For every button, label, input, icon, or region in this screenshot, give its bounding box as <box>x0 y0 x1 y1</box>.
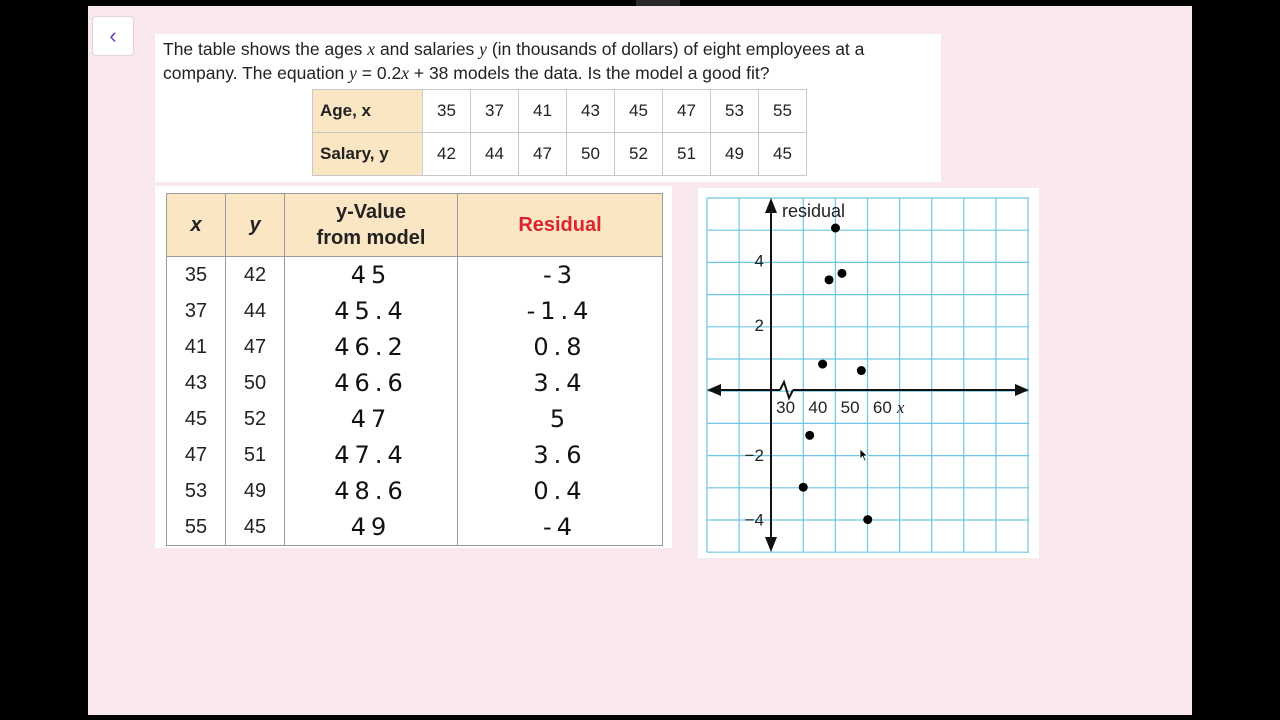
residual-table <box>166 193 663 546</box>
y-cell: 45 <box>226 509 285 546</box>
table-row <box>167 365 663 401</box>
residual-cell: -1.4 <box>458 293 663 329</box>
residual-cell: -4 <box>458 509 663 546</box>
y-cell: 42 <box>226 257 285 294</box>
data-point <box>818 360 827 369</box>
y-cell: 47 <box>226 329 285 365</box>
x-tick-label: 30 <box>776 398 796 417</box>
table-row <box>167 437 663 473</box>
x-cell: 35 <box>167 257 226 294</box>
x-cell: 43 <box>167 365 226 401</box>
data-point <box>863 515 872 524</box>
residual-cell: 3.4 <box>458 365 663 401</box>
y-tick-label: 4 <box>754 251 764 271</box>
table-row <box>167 293 663 329</box>
model-cell: 48.6 <box>285 473 458 509</box>
model-cell: 46.6 <box>285 365 458 401</box>
y-cell: 49 <box>226 473 285 509</box>
salary-cell: 50 <box>567 133 615 176</box>
salary-header: Salary, y <box>313 133 423 176</box>
window-notch <box>636 0 680 6</box>
x-axis-label: x <box>896 398 905 417</box>
salary-cell: 42 <box>423 133 471 176</box>
x-cell: 41 <box>167 329 226 365</box>
y-tick-label: −2 <box>744 445 764 465</box>
residual-panel <box>155 186 672 548</box>
data-point <box>799 483 808 492</box>
data-point <box>837 269 846 278</box>
model-cell: 46.2 <box>285 329 458 365</box>
residual-cell: 0.8 <box>458 329 663 365</box>
model-cell: 45.4 <box>285 293 458 329</box>
residual-cell: 3.6 <box>458 437 663 473</box>
salary-row <box>313 133 807 176</box>
table-row <box>167 509 663 546</box>
x-cell: 55 <box>167 509 226 546</box>
mouse-cursor-icon <box>859 448 869 462</box>
back-button[interactable] <box>92 16 134 56</box>
salary-cell: 52 <box>615 133 663 176</box>
x-tick-label: 50 <box>840 398 860 417</box>
y-axis-arrow <box>765 537 777 552</box>
x-tick-label: 60 <box>872 398 892 417</box>
table-row <box>167 401 663 437</box>
table-row <box>167 473 663 509</box>
y-tick-label: −4 <box>744 510 764 530</box>
y-cell: 51 <box>226 437 285 473</box>
age-cell: 43 <box>567 90 615 133</box>
header-residual: Residual <box>458 194 663 257</box>
table-row <box>167 329 663 365</box>
model-cell: 47 <box>285 401 458 437</box>
residual-plot <box>698 188 1039 558</box>
y-cell: 50 <box>226 365 285 401</box>
age-header: Age, x <box>313 90 423 133</box>
salary-cell: 51 <box>663 133 711 176</box>
age-row <box>313 90 807 133</box>
data-point <box>825 275 834 284</box>
header-x: x <box>167 194 226 257</box>
model-cell: 45 <box>285 257 458 294</box>
model-cell: 49 <box>285 509 458 546</box>
header-model: y-Value from model <box>285 194 458 257</box>
salary-cell: 44 <box>471 133 519 176</box>
problem-panel <box>155 34 941 182</box>
data-point <box>805 431 814 440</box>
x-cell: 47 <box>167 437 226 473</box>
x-axis-arrow <box>1015 384 1029 396</box>
y-cell: 44 <box>226 293 285 329</box>
residual-plot-panel <box>698 188 1039 558</box>
table-row <box>167 257 663 294</box>
residual-cell: 0.4 <box>458 473 663 509</box>
age-cell: 37 <box>471 90 519 133</box>
age-salary-table <box>312 89 807 176</box>
y-axis-label: residual <box>782 201 846 221</box>
age-cell: 41 <box>519 90 567 133</box>
salary-cell: 45 <box>759 133 807 176</box>
chevron-left-icon: ‹ <box>109 23 117 48</box>
residual-cell: 5 <box>458 401 663 437</box>
salary-cell: 47 <box>519 133 567 176</box>
y-cell: 52 <box>226 401 285 437</box>
residual-table-header <box>167 194 663 257</box>
y-axis-arrow <box>765 198 777 213</box>
age-cell: 45 <box>615 90 663 133</box>
residual-cell: -3 <box>458 257 663 294</box>
axis-break <box>780 382 793 398</box>
header-y: y <box>226 194 285 257</box>
x-axis-arrow <box>707 384 721 396</box>
x-tick-label: 40 <box>808 398 828 417</box>
model-cell: 47.4 <box>285 437 458 473</box>
y-tick-label: 2 <box>754 316 764 336</box>
age-cell: 55 <box>759 90 807 133</box>
x-cell: 45 <box>167 401 226 437</box>
salary-cell: 49 <box>711 133 759 176</box>
data-point <box>857 366 866 375</box>
x-cell: 37 <box>167 293 226 329</box>
x-cell: 53 <box>167 473 226 509</box>
age-cell: 53 <box>711 90 759 133</box>
problem-statement: The table shows the ages x and salaries y (in thousands of dollars) of eight employees at a company. The equation y = 0.2x + 38 models the data. Is the model a good fit? <box>163 39 865 83</box>
data-point <box>831 224 840 233</box>
age-cell: 35 <box>423 90 471 133</box>
age-cell: 47 <box>663 90 711 133</box>
